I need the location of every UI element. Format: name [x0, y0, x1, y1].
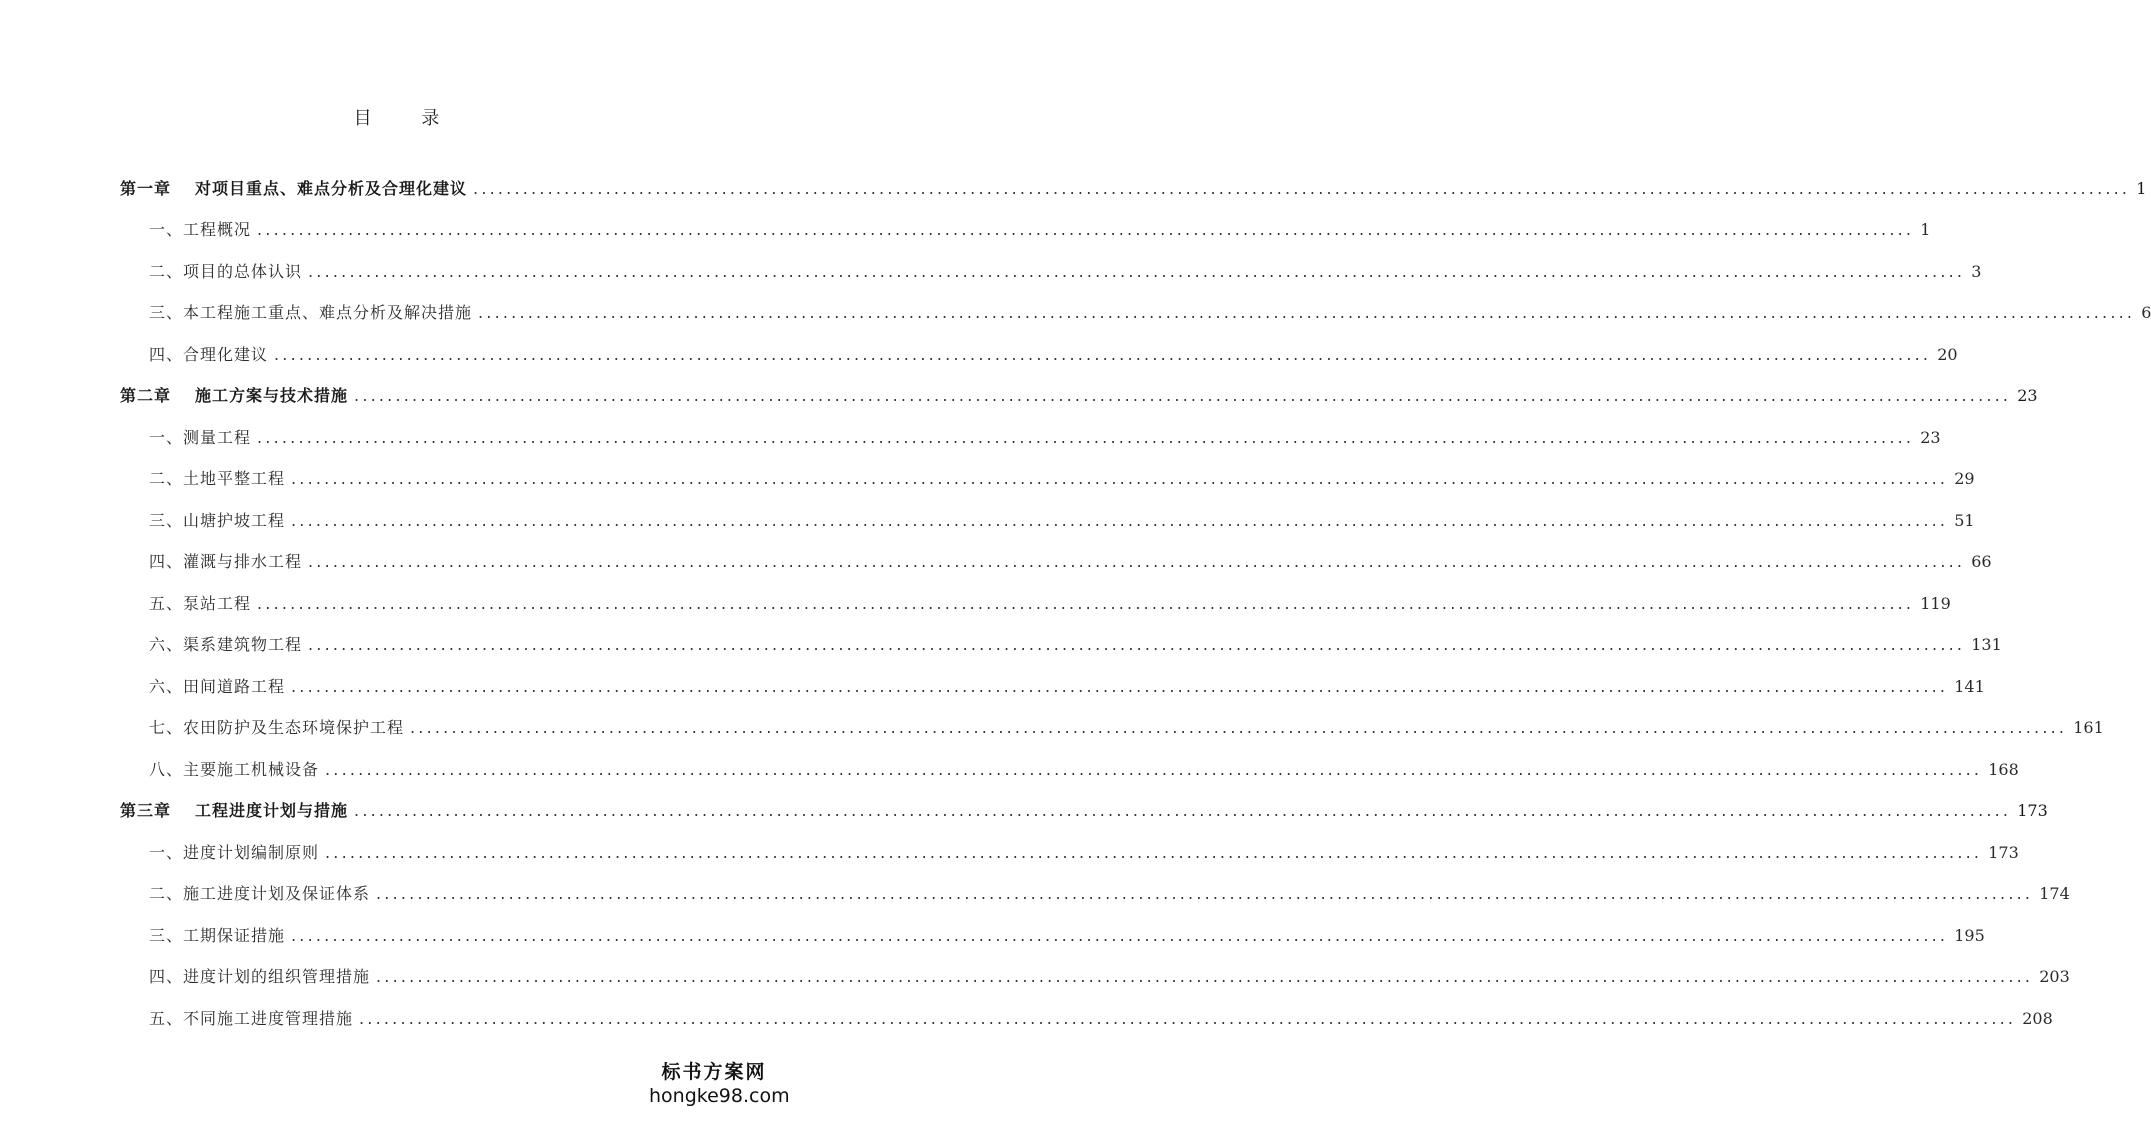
toc-entry-label — [149, 628, 302, 662]
toc-entry-text: 一、进度计划编制原则 — [149, 842, 320, 862]
toc-entry-label — [120, 379, 348, 413]
toc-page-number: 29 — [1954, 469, 1975, 488]
toc-leader-dots: ........................................................................................................................................................................................................ — [473, 178, 2131, 198]
toc-chapter-entry[interactable] — [120, 372, 2038, 414]
toc-section-entry[interactable] — [120, 289, 2151, 331]
toc-page-number: 51 — [1954, 510, 1975, 530]
toc-entry-text: 四、灌溉与排水工程 — [149, 552, 303, 571]
toc-entry-label — [149, 711, 404, 745]
toc-entry-label — [149, 296, 472, 330]
toc-section-entry[interactable] — [120, 413, 1941, 455]
toc-leader-dots: ........................................................................................................................................................................................................ — [376, 967, 2034, 986]
toc-chapter-number: 第三章 — [120, 801, 172, 820]
toc-page-number: 161 — [2073, 718, 2104, 737]
toc-entry-label — [149, 670, 285, 704]
toc-section-entry[interactable] — [120, 911, 1985, 953]
toc-section-entry[interactable] — [120, 579, 1951, 621]
table-of-contents — [120, 164, 2151, 1036]
toc-chapter-number: 第二章 — [120, 386, 172, 405]
toc-leader-dots: ........................................................................................................................................................................................................ — [257, 427, 1915, 447]
toc-page-number: 6 — [2141, 303, 2151, 322]
toc-leader-dots: ........................................................................................................................................................................................................ — [354, 386, 2012, 405]
toc-entry-label — [149, 1002, 353, 1036]
toc-page-number: 195 — [1954, 925, 1985, 945]
toc-leader-dots: ........................................................................................................................................................................................................ — [257, 593, 1915, 613]
toc-page-number: 141 — [1954, 676, 1985, 696]
toc-chapter-entry[interactable] — [120, 787, 2048, 829]
toc-entry-text: 二、施工进度计划及保证体系 — [149, 884, 371, 903]
toc-leader-dots: ........................................................................................................................................................................................................ — [325, 759, 1983, 779]
toc-leader-dots: ........................................................................................................................................................................................................ — [478, 303, 2136, 322]
toc-section-entry[interactable] — [120, 330, 1958, 372]
toc-page-number: 174 — [2039, 884, 2070, 903]
toc-section-entry[interactable] — [120, 662, 1985, 704]
toc-leader-dots: ........................................................................................................................................................................................................ — [274, 344, 1932, 364]
toc-entry-label — [149, 753, 319, 787]
toc-entry-label — [149, 960, 370, 994]
toc-leader-dots: ........................................................................................................................................................................................................ — [291, 469, 1949, 488]
toc-page-number: 208 — [2022, 1008, 2053, 1028]
toc-page-number: 1 — [2136, 178, 2147, 198]
toc-page-number: 168 — [1988, 759, 2019, 779]
toc-entry-text: 三、工期保证措施 — [149, 925, 286, 945]
toc-leader-dots: ........................................................................................................................................................................................................ — [376, 884, 2034, 903]
toc-entry-text: 四、进度计划的组织管理措施 — [149, 967, 371, 986]
toc-entry-text: 一、测量工程 — [149, 427, 252, 447]
toc-leader-dots: ........................................................................................................................................................................................................ — [291, 925, 1949, 945]
toc-entry-text: 三、山塘护坡工程 — [149, 510, 286, 530]
page-title: 目 录 — [353, 108, 462, 129]
toc-entry-label — [149, 545, 302, 579]
toc-entry-text: 七、农田防护及生态环境保护工程 — [149, 718, 405, 737]
toc-entry-label — [149, 877, 370, 911]
toc-page-number: 119 — [1920, 593, 1951, 613]
toc-chapter-entry[interactable] — [120, 164, 2147, 206]
watermark — [649, 1060, 790, 1108]
toc-leader-dots: ........................................................................................................................................................................................................ — [359, 1008, 2017, 1028]
toc-leader-dots: ........................................................................................................................................................................................................ — [291, 510, 1949, 530]
toc-section-entry[interactable] — [120, 953, 2070, 995]
toc-page-number: 23 — [1920, 427, 1941, 447]
toc-section-entry[interactable] — [120, 496, 1975, 538]
toc-entry-label — [149, 587, 251, 621]
toc-entry-label — [149, 255, 302, 289]
toc-section-entry[interactable] — [120, 704, 2104, 746]
toc-entry-text: 六、渠系建筑物工程 — [149, 635, 303, 654]
toc-leader-dots: ........................................................................................................................................................................................................ — [308, 261, 1966, 281]
toc-section-entry[interactable] — [120, 745, 2019, 787]
toc-entry-text: 三、本工程施工重点、难点分析及解决措施 — [149, 303, 473, 322]
toc-leader-dots: ........................................................................................................................................................................................................ — [308, 635, 1966, 654]
toc-section-entry[interactable] — [120, 994, 2053, 1036]
toc-page-number: 131 — [1971, 635, 2002, 654]
watermark-url: hongke98.com — [649, 1085, 790, 1107]
toc-entry-label — [149, 836, 319, 870]
watermark-name: 标书方案网 — [661, 1061, 767, 1083]
toc-leader-dots: ........................................................................................................................................................................................................ — [410, 718, 2068, 737]
toc-page-number: 173 — [1988, 842, 2019, 862]
toc-section-entry[interactable] — [120, 621, 2002, 663]
toc-page-number: 3 — [1971, 261, 1982, 281]
toc-entry-text: 五、泵站工程 — [149, 593, 252, 613]
toc-section-entry[interactable] — [120, 247, 1982, 289]
toc-page-number: 23 — [2017, 386, 2038, 405]
toc-leader-dots: ........................................................................................................................................................................................................ — [257, 220, 1915, 239]
toc-entry-text: 八、主要施工机械设备 — [149, 759, 320, 779]
toc-page-number: 203 — [2039, 967, 2070, 986]
toc-entry-label — [149, 213, 251, 247]
toc-chapter-number: 第一章 — [120, 178, 172, 198]
toc-section-entry[interactable] — [120, 206, 1931, 248]
toc-section-entry[interactable] — [120, 538, 1992, 580]
toc-entry-text: 二、项目的总体认识 — [149, 261, 303, 281]
toc-leader-dots: ........................................................................................................................................................................................................ — [291, 676, 1949, 696]
toc-entry-text: 工程进度计划与措施 — [195, 801, 349, 820]
toc-section-entry[interactable] — [120, 828, 2019, 870]
toc-section-entry[interactable] — [120, 455, 1975, 497]
toc-entry-label — [149, 919, 285, 953]
toc-entry-label — [149, 421, 251, 455]
toc-page-number: 1 — [1920, 220, 1931, 239]
toc-entry-text: 施工方案与技术措施 — [195, 386, 349, 405]
toc-page-number: 66 — [1971, 552, 1992, 571]
toc-entry-label — [149, 338, 268, 372]
toc-entry-text: 对项目重点、难点分析及合理化建议 — [195, 178, 468, 198]
toc-entry-label — [149, 462, 285, 496]
toc-entry-text: 一、工程概况 — [149, 220, 252, 239]
toc-leader-dots: ........................................................................................................................................................................................................ — [354, 801, 2012, 820]
toc-entry-label — [120, 794, 348, 828]
toc-entry-text: 四、合理化建议 — [149, 344, 269, 364]
toc-entry-label — [120, 172, 467, 206]
toc-leader-dots: ........................................................................................................................................................................................................ — [308, 552, 1966, 571]
toc-entry-label — [149, 504, 285, 538]
toc-entry-text: 二、土地平整工程 — [149, 469, 286, 488]
toc-page-number: 173 — [2017, 801, 2048, 820]
toc-entry-text: 六、田间道路工程 — [149, 676, 286, 696]
toc-section-entry[interactable] — [120, 870, 2070, 912]
toc-page-number: 20 — [1937, 344, 1958, 364]
toc-entry-text: 五、不同施工进度管理措施 — [149, 1008, 354, 1028]
toc-leader-dots: ........................................................................................................................................................................................................ — [325, 842, 1983, 862]
